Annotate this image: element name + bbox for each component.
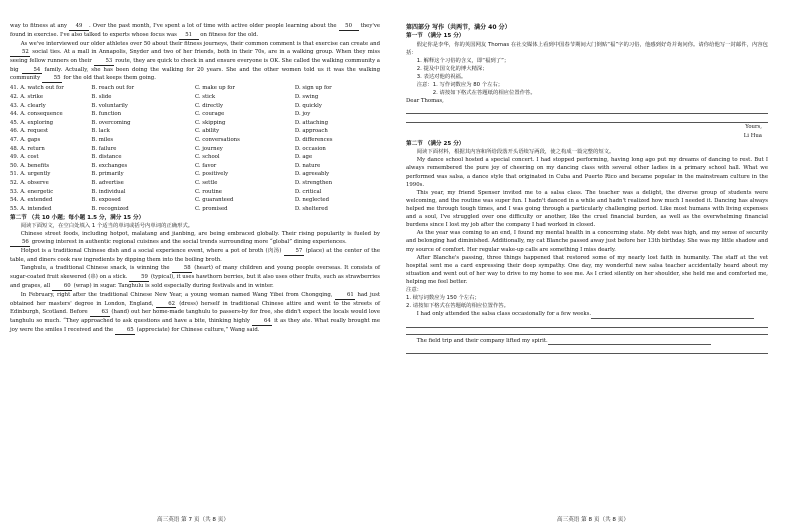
blank-56[interactable]: 56 bbox=[10, 240, 30, 247]
option-row: 49. A. cost B. distance C. school D. age bbox=[10, 154, 313, 161]
note: 1. 续写词数应为 150 个左右； bbox=[406, 295, 480, 302]
section-title: 第二节 （满分 25 分） bbox=[406, 140, 465, 147]
option-row: 41. A. watch out for B. reach out for C. make up for D. sign up for bbox=[10, 85, 332, 92]
note: 2. 请按如下格式在答题纸的相应位置作答。 bbox=[432, 90, 536, 97]
blank-58[interactable]: 58 bbox=[172, 266, 192, 273]
page-footer: 高三英语 第 8 页（共 8 页） bbox=[557, 516, 629, 523]
blank-59[interactable]: 59 bbox=[129, 275, 149, 282]
letter-salutation: Dear Thomas, bbox=[406, 98, 444, 105]
option-row: 45. A. exploring B. overcoming C. skipping D. attaching bbox=[10, 119, 329, 126]
section-instruction: 假定你是李华，你的英国网友 Thomas 在社交媒体上看到中国春节期间大门倒贴“福”字的习俗，他感到好奇并询问你。请你给他写一封邮件，内容包括： bbox=[406, 41, 768, 56]
blank-65[interactable]: 65 bbox=[115, 328, 135, 335]
option-row: 53. A. energetic B. individual C. routine D. critical bbox=[10, 188, 322, 195]
story-paragraph: As the year was coming to an end, I found my mental health in a concerning state. My debt was high, and my sense of security and belonging had diminished. Additionally, my cat Blanche passed away just before her 13th birthday. She was my little shadow and my source of comfort. Her regular wake-up calls are something I miss dearly. bbox=[406, 230, 768, 253]
part-title: 第四部分 写作（共两节，满分 40 分） bbox=[406, 24, 511, 31]
passage-paragraph: Hotpot is a traditional Chinese dish and a social experience event, where a pot of broth (肉汤) 57 (place) at the center of the table, and diners cook raw ingredients by dipping them into the boiling broth. bbox=[10, 248, 381, 263]
continuation-prompt: I had only attended the salsa class occasionally for a few weeks. bbox=[406, 310, 768, 318]
answer-line[interactable] bbox=[548, 344, 711, 345]
blank-63[interactable]: 63 bbox=[90, 310, 110, 317]
passage-paragraph: way to fitness at any 49 . Over the past month, I've spent a lot of time with active older people learning about the 50 they've found in exercise. I've also talked to experts whose focus was 51 on fitness for the old. bbox=[10, 23, 381, 38]
option-row: 42. A. strike B. slide C. stick D. swing bbox=[10, 93, 319, 100]
passage-paragraph: Chinese street foods, including hotpot, malatang and jianbing, are being embraced globally. Their rising popularity is fueled by 56 growing interest in authentic regional cuisines and the social trends surrounding more “global” dining experiences. bbox=[10, 230, 380, 247]
continuation-prompt: The field trip and their company lifted my spirit. bbox=[406, 337, 768, 345]
option-row: 51. A. urgently B. primarily C. positively D. agreeably bbox=[10, 171, 330, 178]
page-8 bbox=[400, 0, 786, 531]
blank-64[interactable]: 64 bbox=[252, 319, 272, 326]
passage-paragraph: As we've interviewed our older athletes over 50 about their fitness journeys, their common comment is that exercise can create and 52 social ties. At a mall in Annapolis, Snyder and two of her friends, both in their 70s, are in a walking group. When they miss seeing fellow runners on their 53 route, they are quick to check in and ensure everyone is OK. She called the walking community a big 54 family. Actually, she has been doing the walking for 20 years. She and the other women told us it was the walking community 55 for the old that keeps them going. bbox=[10, 40, 381, 82]
note: 2. 请按如下格式在答题纸的相应位置作答。 bbox=[406, 303, 509, 310]
blank-53[interactable]: 53 bbox=[94, 59, 114, 66]
page-footer: 高三英语 第 7 页（共 8 页） bbox=[157, 516, 229, 523]
option-row: 47. A. gaps B. miles C. conversations D. differences bbox=[10, 137, 333, 144]
section-title: 第二节 （共 10 小题；每小题 1.5 分，满分 15 分） bbox=[10, 214, 145, 221]
option-row: 46. A. request B. lack C. ability D. approach bbox=[10, 128, 328, 135]
options-list bbox=[10, 84, 380, 213]
answer-line[interactable] bbox=[406, 345, 768, 354]
option-row: 43. A. clearly B. voluntarily C. directly D. quickly bbox=[10, 102, 322, 109]
answer-line[interactable] bbox=[406, 328, 768, 335]
requirement-item: 1. 解释这个习俗的含义，即“福到了”； bbox=[416, 57, 510, 64]
blank-51[interactable]: 51 bbox=[179, 33, 199, 40]
answer-line[interactable] bbox=[406, 319, 768, 328]
answer-line[interactable] bbox=[591, 318, 754, 319]
letter-closing: Yours, bbox=[745, 124, 762, 131]
blank-52[interactable]: 52 bbox=[10, 50, 30, 57]
story-paragraph: After Blanche's passing, three things happened that restored some of my nearly lost faith in humanity. The staff at the vet hospital sent me a card expressing their deep sympathy. One day, my wonderful new salsa teacher accidentally heard about my situation and went out of her way to drive to my home to see me. As I cried silently on her shoulder, she held me and comforted me, helping me feel better. bbox=[406, 254, 768, 285]
page-7 bbox=[0, 0, 386, 531]
blank-54[interactable]: 54 bbox=[22, 68, 42, 75]
option-row: 50. A. benefits B. exchanges C. favor D. nature bbox=[10, 162, 321, 169]
note: 注意： bbox=[406, 287, 423, 294]
option-row: 48. A. return B. failure C. journey D. occasion bbox=[10, 145, 326, 152]
story-paragraph: My dance school hosted a special concert. I had stopped performing, having long ago put my dreams of dancing to rest. But I always remembered the pure joy of cheering on my dancing class with several other ladies in a primary school hall. What we performed was salsa, a dance style that originated in Cuba and Puerto Rico and became popular in the mainstream culture in the 1990s. bbox=[406, 157, 768, 188]
blank-61[interactable]: 61 bbox=[335, 293, 355, 300]
section-instruction: 阅读下面材料，根据其内容和所给段落开头语续写两段，使之构成一篇完整的短文。 bbox=[416, 149, 615, 156]
blank-49[interactable]: 49 bbox=[69, 24, 89, 31]
passage-paragraph: Tanghulu, a traditional Chinese snack, is winning the 58 (heart) of many children and young people overseas. It consists of sugar-coated fruit skewered (串) on a stick. 59 (typical), it uses hawthorn berries, but it also uses other fruits, such as strawberries and grapes, all 60 (wrap) in sugar. Tanghulu is sold especially during festivals and in winter. bbox=[10, 265, 380, 289]
letter-signature: Li Hua bbox=[743, 132, 762, 139]
option-row: 44. A. consequence B. function C. courage D. joy bbox=[10, 111, 311, 118]
option-row: 54. A. extended B. exposed C. guaranteed D. neglected bbox=[10, 197, 329, 204]
answer-line[interactable] bbox=[406, 114, 768, 123]
requirement-item: 2. 提及中国文化的博大精深； bbox=[416, 65, 488, 72]
option-row: 55. A. intended B. recognized C. promised D. sheltered bbox=[10, 205, 328, 212]
passage-paragraph: In February, right after the traditional Chinese New Year, a young woman named Wang Yibei from Chongqing, 61 had just obtained her masters' degree in London, England, 62 (dress) herself in traditional Chinese attire and went to the streets of Edinburgh, Scotland. Before 63 (hand) out her home-made tanghulu to passers-by for free, she didn't expect the locals would love tanghulu so much. “They approached to ask questions and have a bite, thinking highly 64 it as they ate. What really brought me joy were the smiles I received and the 65 (appreciate) for Chinese culture,” Wang said. bbox=[10, 291, 380, 334]
section-instruction: 阅读下面短文，在空白处填入 1 个适当的单词或括号内单词的正确形式。 bbox=[20, 223, 194, 229]
blank-55[interactable]: 55 bbox=[42, 76, 62, 83]
blank-57[interactable]: 57 bbox=[284, 249, 304, 256]
requirement-item: 3. 表达对他的祝福。 bbox=[416, 74, 467, 81]
note: 注意：1. 写作词数应为 80 个左右； bbox=[416, 82, 504, 89]
blank-50[interactable]: 50 bbox=[339, 24, 359, 31]
blank-62[interactable]: 62 bbox=[156, 302, 176, 309]
blank-60[interactable]: 60 bbox=[52, 284, 72, 291]
option-row: 52. A. observe B. advertise C. settle D. strengthen bbox=[10, 180, 333, 187]
story-paragraph: This year, my friend Spenser invited me to a salsa class. The teacher was a delight, the diverse group of students were welcoming, and the routine was super fun. I hadn't danced in a while and hadn't realized how much I needed it. Dancing has always helped me through tough times, and I was going through a particularly challenging period. Like most humans with living expenses and a soul, I've struggled over one difficulty or another, like the cruel financial burden, as well as the overwhelming financial burdens since I lost my job after the company I had worked in closed. bbox=[406, 189, 768, 229]
answer-line[interactable] bbox=[406, 105, 768, 114]
section-title: 第一节 （满分 15 分） bbox=[406, 33, 465, 40]
